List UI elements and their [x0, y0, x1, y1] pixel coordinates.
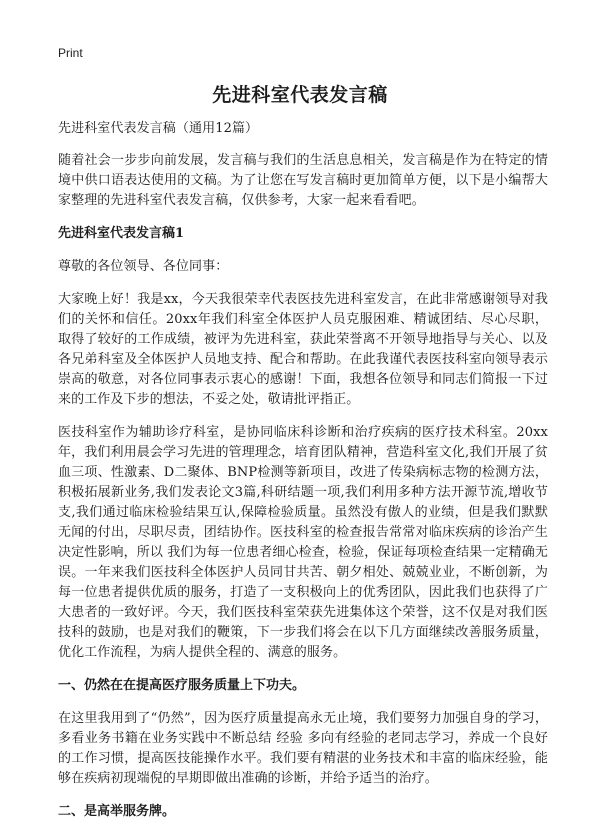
print-link[interactable]: Print — [58, 46, 83, 60]
speech-paragraph-3: 在这里我用到了“仍然”，因为医疗质量提高永无止境，我们要努力加强自身的学习，多看业务书籍在业务实践中不断总结 经验 多向有经验的老同志学习，养成一个良好的工作习惯，提高医技能操作水平。我们要有精湛的业务技术和丰富的临床经验，能够在疾病初现端倪的早期即做出准确的诊断，并给予适当的治疗。 — [58, 711, 548, 786]
document-body — [58, 119, 548, 828]
speech-paragraph-2: 医技科室作为辅助诊疗科室，是协同临床科诊断和治疗疾病的医疗技术科室。20xx年，我们利用晨会学习先进的管理理念，培育团队精神，营造科室文化,我们开展了贫血三项、性激素、D二聚体、BNP检测等新项目，改进了传染病标志物的检测方法，积极拓展新业务,我们发表论文3篇,科研结题一项,我们利用多种方法开源节流,增收节支,我们通过临床检验结果互认,保障检验质量。虽然没有傲人的业绩，但是我们默默无闻的付出，尽职尽责，团结协作。医技科室的检查报告常常对临床疾病的诊治产生决定性影响，所以 我们为每一位患者细心检查，检验，保证每项检查结果一定精确无误。一年来我们医技科全体医护人员同甘共苦、朝夕相处、兢兢业业，不断创新，为每一位患者提供优质的服务，打造了一支积极向上的优秀团队，因此我们也获得了广大患者的一致好评。今天，我们医技科室荣获先进集体这个荣誉，这不仅是对我们医技科的鼓励，也是对我们的鞭策，下一步我们将会在以下几方面继续改善服务质量，优化工作流程，为病人提供全程的、满意的服务。 — [58, 425, 548, 660]
subheading-one: 一、仍然在在提高医疗服务质量上下功夫。 — [58, 678, 306, 693]
document-subtitle: 先进科室代表发言稿（通用12篇） — [58, 121, 259, 136]
page-title: 先进科室代表发言稿 — [212, 84, 388, 106]
greeting: 尊敬的各位领导、各位同事： — [58, 259, 229, 274]
section-heading: 先进科室代表发言稿1 — [58, 226, 185, 241]
speech-paragraph-1: 大家晚上好！我是xx，今天我很荣幸代表医技先进科室发言，在此非常感谢领导对我们的关怀和信任。20xx年我们科室全体医护人员克服困难、精诚团结、尽心尽职，取得了较好的工作成绩，被评为先进科室，获此荣誉离不开领导地指导与关心、以及各兄弟科室及全体医护人员地支持、配合和帮助。在此我谨代表医技科室向领导表示崇高的敬意，对各位同事表示衷心的感谢！下面，我想各位领导和同志们简报一下过来的工作及下步的想法，不妥之处，敬请批评指正。 — [58, 292, 548, 407]
subheading-two: 二、是高举服务牌。 — [58, 804, 176, 819]
intro-paragraph: 随着社会一步步向前发展，发言稿与我们的生活息息相关，发言稿是作为在特定的情境中供口语表达使用的文稿。为了让您在写发言稿时更加简单方便，以下是小编帮大家整理的先进科室代表发言稿，仅供参考，大家一起来看看吧。 — [58, 153, 548, 208]
